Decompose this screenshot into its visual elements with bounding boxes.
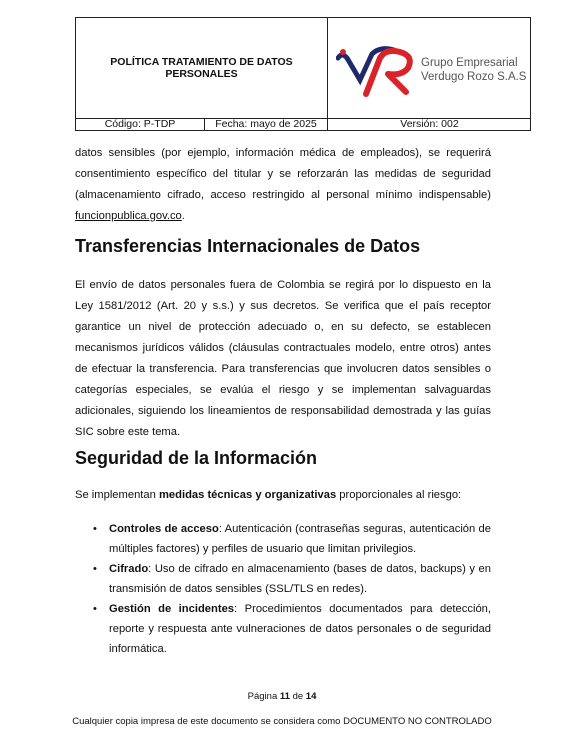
logo-line-1: Grupo Empresarial	[421, 57, 518, 69]
security-intro-post: proporcionales al riesgo:	[336, 489, 462, 501]
list-item-title: Controles de acceso	[109, 523, 219, 535]
header-top-row	[76, 18, 530, 119]
list-item	[75, 599, 491, 659]
list-item-title: Gestión de incidentes	[109, 603, 235, 615]
document-version: Versión: 002	[400, 118, 459, 130]
intro-text: datos sensibles (por ejemplo, información médica de empleados), se requerirá consentimiento específico del titular y se reforzarán las medidas de seguridad (almacenamiento cifrado, acceso restringido al personal mínimo indispensable)	[75, 147, 491, 201]
list-item	[75, 519, 491, 559]
bullet-icon: •	[93, 603, 97, 615]
list-item-title: Cifrado	[109, 563, 149, 575]
security-intro-pre: Se implementan	[75, 489, 159, 501]
security-intro	[75, 485, 491, 506]
document-title: POLÍTICA TRATAMIENTO DE DATOS PERSONALES	[110, 56, 293, 80]
list-item-text: : Uso de cifrado en almacenamiento (bases de datos, backups) y en transmisión de datos sensibles (SSL/TLS en redes).	[109, 563, 491, 595]
list-item-text: : Autenticación (contraseñas seguras, autenticación de múltiples factores) y perfiles de usuario que limitan privilegios.	[109, 523, 492, 555]
bullet-icon: •	[93, 563, 97, 575]
funcionpublica-link[interactable]: funcionpublica.gov.co	[75, 210, 182, 222]
header-title-cell	[76, 18, 328, 118]
bullet-icon: •	[93, 523, 97, 535]
transfers-paragraph: El envío de datos personales fuera de Colombia se regirá por lo dispuesto en la Ley 1581/2012 (Art. 20 y s.s.) y sus decretos. Se verifica que el país receptor garantice un nivel de protección adecuado o, en su defecto, se establecen mecanismos jurídicos válidos (cláusulas contractuales modelo, entre otros) antes de efectuar la transferencia. Para transferencias que involucren datos sensibles o categorías especiales, se evalúa el riesgo y se implementan salvaguardas adicionales, siguiendo los lineamientos de responsabilidad demostrada y las guías SIC sobre este tema.	[75, 279, 491, 438]
company-logo	[328, 18, 531, 118]
logo-mark-icon	[336, 42, 426, 102]
list-item	[75, 559, 491, 599]
page-total: 14	[305, 691, 317, 702]
security-measures-list	[75, 519, 491, 659]
page-label: Página	[247, 691, 278, 702]
logo-line-2: Verdugo Rozo S.A.S	[421, 71, 527, 83]
page-current: 11	[279, 691, 290, 702]
intro-after: .	[181, 210, 185, 222]
document-header	[75, 17, 531, 131]
page-number	[0, 691, 564, 702]
section-heading-security: Seguridad de la Información	[75, 448, 318, 468]
logo-text	[421, 56, 526, 84]
security-intro-bold: medidas técnicas y organizativas	[158, 489, 337, 501]
page-of: de	[292, 691, 304, 702]
section-heading-transfers: Transferencias Internacionales de Datos	[75, 236, 421, 256]
list-item-text: : Procedimientos documentados para detección, reporte y respuesta ante vulneraciones de datos personales o de seguridad informática.	[109, 603, 491, 655]
document-code: Código: P-TDP	[76, 118, 205, 131]
document-date: Fecha: mayo de 2025	[205, 118, 328, 131]
intro-paragraph	[75, 143, 491, 227]
uncontrolled-copy-notice: Cualquier copia impresa de este documento se considera como DOCUMENTO NO CONTROLADO	[72, 716, 492, 727]
header-meta-row	[76, 118, 530, 131]
